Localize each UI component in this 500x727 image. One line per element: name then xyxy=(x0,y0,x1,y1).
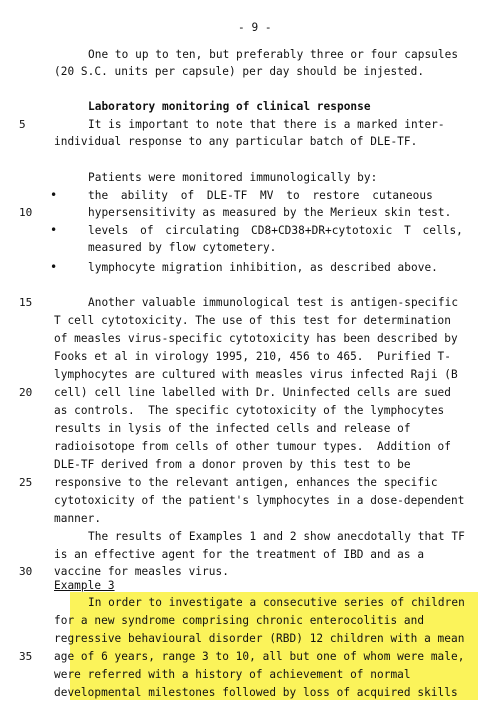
para4-line-5: were referred with a history of achievement of normal xyxy=(54,668,411,681)
para3-line-3: vaccine for measles virus. xyxy=(54,565,229,578)
page-number: - 9 - xyxy=(238,21,272,34)
para4-line-6: developmental milestones followed by loss of acquired skills xyxy=(54,686,458,699)
para2-line-12: cytotoxicity of the patient's lymphocytes in a dose-dependent xyxy=(54,494,465,507)
para2-line-10: DLE-TF derived from a donor proven by this test to be xyxy=(54,458,411,471)
para4-line-2: for a new syndrome comprising chronic enterocolitis and xyxy=(54,614,425,627)
para3-line-1: The results of Examples 1 and 2 show anecdotally that TF xyxy=(88,530,465,543)
line-number: 15 xyxy=(19,296,33,309)
para1-line-2: individual response to any particular batch of DLE-TF. xyxy=(54,135,418,148)
bullet-1: • xyxy=(50,188,58,202)
intro-line-2: (20 S.C. units per capsule) per day should be injested. xyxy=(54,65,425,78)
para2-line-13: manner. xyxy=(54,512,102,525)
monitored-intro: Patients were monitored immunologically by: xyxy=(88,171,378,184)
line-number: 10 xyxy=(19,206,33,219)
bullet-2-line-1: levels of circulating CD8+CD38+DR+cytotoxic T cells, xyxy=(88,224,463,237)
para4-line-3: regressive behavioural disorder (RBD) 12 children with a mean xyxy=(54,632,465,645)
line-number: 25 xyxy=(19,476,33,489)
bullet-1-line-1: the ability of DLE-TF MV to restore cutaneous xyxy=(88,189,433,202)
para1-line-1: It is important to note that there is a marked inter- xyxy=(88,118,445,131)
line-number: 5 xyxy=(19,118,26,131)
para2-line-3: of measles virus-specific cytotoxicity has been described by xyxy=(54,332,458,345)
para2-line-4: Fooks et al in virology 1995, 210, 456 to 465. Purified T- xyxy=(54,350,452,363)
example-heading: Example 3 xyxy=(54,579,115,592)
para2-line-8: results in lysis of the infected cells and release of xyxy=(54,422,411,435)
line-number: 35 xyxy=(19,650,33,663)
para2-line-9: radioisotope from cells of other tumour types. Addition of xyxy=(54,440,452,453)
para2-line-2: T cell cytotoxicity. The use of this test for determination xyxy=(54,314,452,327)
bullet-3: • xyxy=(50,260,58,274)
line-number: 20 xyxy=(19,386,33,399)
bullet-1-line-2: hypersensitivity as measured by the Merieux skin test. xyxy=(88,206,452,219)
line-number: 30 xyxy=(19,565,33,578)
para2-line-5: lymphocytes are cultured with measles virus infected Raji (B xyxy=(54,368,458,381)
para2-line-1: Another valuable immunological test is antigen-specific xyxy=(88,296,459,309)
para3-line-2: is an effective agent for the treatment of IBD and as a xyxy=(54,548,425,561)
para4-line-4: age of 6 years, range 3 to 10, all but one of whom were male, xyxy=(54,650,465,663)
intro-line-1: One to up to ten, but preferably three or four capsules xyxy=(88,48,459,61)
bullet-2: • xyxy=(50,223,58,237)
para2-line-11: responsive to the relevant antigen, enhances the specific xyxy=(54,476,438,489)
para2-line-6: cell) cell line labelled with Dr. Uninfected cells are sued xyxy=(54,386,452,399)
bullet-3-line-1: lymphocyte migration inhibition, as described above. xyxy=(88,261,438,274)
bullet-2-line-2: measured by flow cytometery. xyxy=(88,241,277,254)
para4-line-1: In order to investigate a consecutive series of children xyxy=(88,596,465,609)
para2-line-7: as controls. The specific cytotoxicity of the lymphocytes xyxy=(54,404,445,417)
section-heading: Laboratory monitoring of clinical response xyxy=(88,100,371,113)
